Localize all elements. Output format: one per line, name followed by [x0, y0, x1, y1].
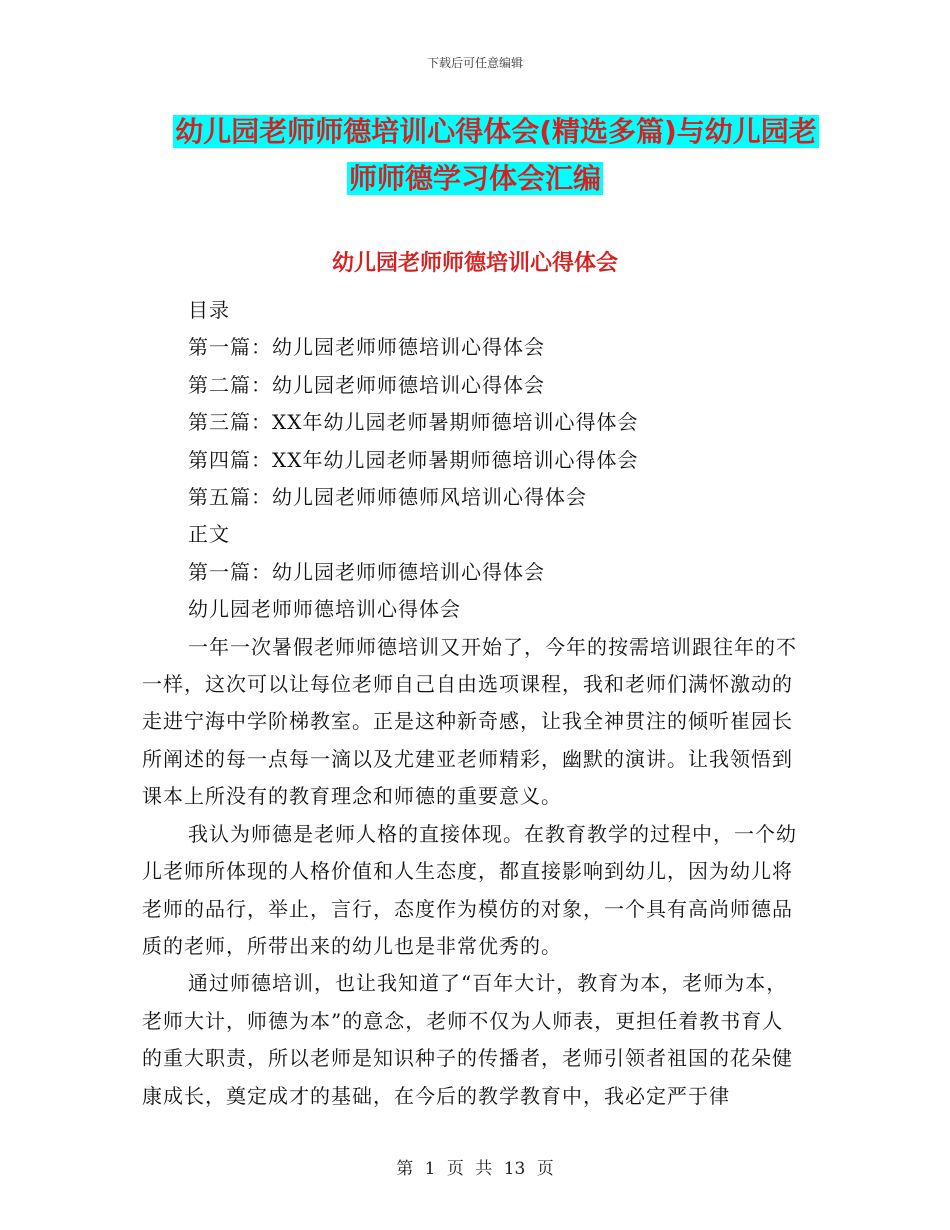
- page-footer: 第 1 页 共 13 页: [396, 1159, 554, 1179]
- body-paragraph: 一年一次暑假老师师德培训又开始了，今年的按需培训跟往年的不一样，这次可以让每位老师自己自由选项课程，我和老师们满怀激动的走进宁海中学阶梯教室。正是这种新奇感，让我全神贯注的倾听崔园长所阐述的每一点每一滴以及尤建亚老师精彩，幽默的演讲。让我领悟到课本上所没有的教育理念和师德的重要意义。: [142, 634, 797, 809]
- toc-item: 第一篇：幼儿园老师师德培训心得体会: [188, 335, 545, 360]
- document-title-line-2: 师师德学习体会汇编: [348, 162, 601, 195]
- chapter-heading: 第一篇：幼儿园老师师德培训心得体会: [188, 559, 545, 584]
- document-body: [142, 292, 802, 1115]
- document-title-line-1: 幼儿园老师师德培训心得体会(精选多篇)与幼儿园老: [175, 115, 817, 148]
- toc-heading: 目录: [188, 298, 230, 322]
- toc-item: 第五篇：幼儿园老师师德师风培训心得体会: [188, 485, 587, 510]
- chapter-subtitle: 幼儿园老师师德培训心得体会: [188, 597, 461, 622]
- toc-item: 第三篇：XX年幼儿园老师暑期师德培训心得体会: [188, 410, 639, 435]
- body-heading-zhengwen: 正文: [188, 522, 230, 547]
- document-title: [0, 108, 950, 202]
- toc-item: 第四篇：XX年幼儿园老师暑期师德培训心得体会: [188, 447, 639, 472]
- section-title: 幼儿园老师师德培训心得体会: [331, 251, 618, 276]
- toc-item: 第二篇：幼儿园老师师德培训心得体会: [188, 372, 545, 397]
- header-note: 下载后可任意编辑: [426, 56, 523, 70]
- body-paragraph: 通过师德培训，也让我知道了“百年大计，教育为本，老师为本，老师大计，师德为本”的意念，老师不仅为人师表，更担任着教书育人的重大职责，所以老师是知识种子的传播者，老师引领者祖国的花朵健康成长，奠定成才的基础，在今后的教学教育中，我必定严于律: [142, 971, 793, 1108]
- body-paragraph: 我认为师德是老师人格的直接体现。在教育教学的过程中，一个幼儿老师所体现的人格价值和人生态度，都直接影响到幼儿，因为幼儿将老师的品行，举止，言行，态度作为模仿的对象，一个具有高尚师德品质的老师，所带出来的幼儿也是非常优秀的。: [142, 821, 797, 958]
